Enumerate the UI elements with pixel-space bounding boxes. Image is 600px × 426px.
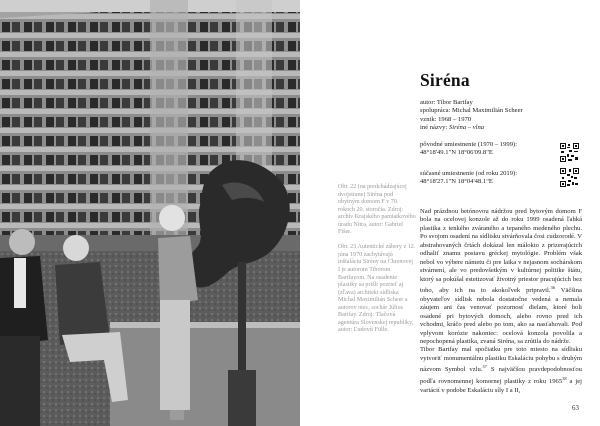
meta-author: autor: Tibor Bartfay — [420, 99, 473, 106]
body-paragraph: Nad prázdnou betónovou nádržou pred bytovým domom F bola na ocelovej konzole až do roku 1999 osadená ľahká plastika z tenkého zváraného a tepaného medeného plechu. Po svojom osadení na sídlisku stvárňovala čosi cudzorodé. V abstrahovaných črtách dokázal len málokto z prizerajúcich odhaliť znamu postavu gréckej mytológie. Problém však nebol vo výbere námetu či pre laika v nejasnom sochárskom stvárnení, ale vo predovšetkým v kultúrnej politike štátu, ktorý sa pokúšal estetizovať životný priestor pracujúcich bez toho, aby ich na to akokoľvek pripravil.$^{36}$ Väčšina obyvateľov sídlisk nebola dostatočne vedená a nemala záujem ani čas venovať pozornosť dielam, ktoré boli osadené pri bytových domoch, alebo rovno pred ich vchodmi, kráčo pred alebo po tom, ako sa nasťahovali. Pod vplyvom korózie nakoniec: ocelová konzola povolila a nepochopená plastika, zvaná Siréna, sa zrútila do nádrže. — [420, 208, 582, 345]
qr-code-icon[interactable] — [560, 143, 579, 162]
meta-other-names: iné názvy: Siréna – vlna — [420, 123, 485, 131]
body-paragraph: Tibor Bartfay mal spočiatku pre toto miesto na sídlisku vytvoriť monumentálnu plastiku Eskaláciu pohybu s druhým názvom Symbol vzlu.$^{37}$ S najväčšou pravdepodobnosťou podľa rovnomennej komornej plastiky z roku 1965$^{38}$ a jej variácií v podobe Eskaláciu síly I a II, — [420, 346, 582, 394]
meta-collaboration: spolupráca: Michal Maximilián Scheer — [420, 107, 523, 115]
body-text — [420, 208, 582, 395]
location-original-coords: 48°18'49.1"N 18°06'09.8"E — [420, 149, 493, 157]
meta-created: vznik: 1968 – 1970 — [420, 115, 472, 123]
location-current — [420, 170, 560, 187]
location-original — [420, 141, 560, 158]
caption-fig23: Obr. 23 Autentické zábery z 12. júna 1970 zachytávajú inštaláciu Sirény na Chrenovej I je autorom Tiborom Bartfayom. Na osadenie plastiky sa prišli pozrieť aj (zľava) architekt sídliska Michal Maximilián Scheer a autorov otec, sochár Július Bartfay. Zdroj: Tlačová agentúra Slovenskej republiky, autor: Ľudovít Fülle. — [338, 244, 416, 334]
page-number: 63 — [572, 404, 579, 412]
caption-fig22: Obr. 22 (na predchádzajúcej dvojstrane) Siréna pod obytným domom F v 70. rokoch 20. storočia. Zdroj: archív Krajského pamiatkového úradu Nitra, autor: Gabriel Fišer. — [338, 184, 416, 236]
location-original-label: pôvodné umiestnenie (1970 – 1999): — [420, 141, 518, 148]
page-title: Siréna — [420, 70, 470, 90]
qr-code-icon[interactable] — [560, 168, 579, 187]
location-current-coords: 48°18'27.1"N 18°04'48.1"E — [420, 178, 493, 186]
location-current-label: súčasné umiestnenie (od roku 2019): — [420, 170, 518, 177]
artwork-meta — [420, 99, 580, 132]
photo-captions — [338, 184, 416, 342]
